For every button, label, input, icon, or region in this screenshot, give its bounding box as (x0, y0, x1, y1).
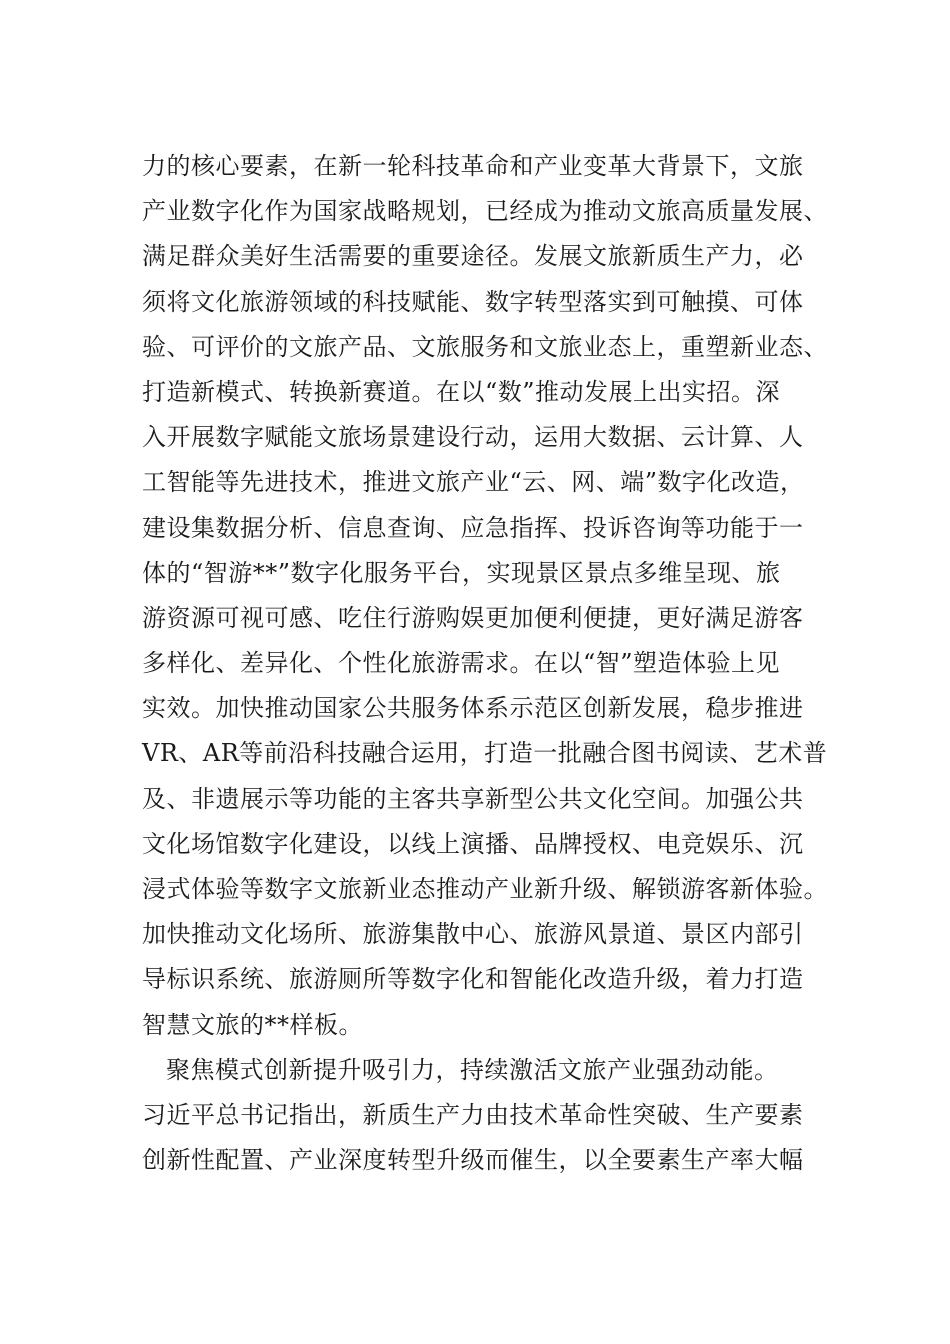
text-line: 产业数字化作为国家战略规划，已经成为推动文旅高质量发展、 (142, 197, 828, 226)
text-line: 验、可评价的文旅产品、文旅服务和文旅业态上，重塑新业态、 (142, 332, 828, 361)
text-line: 创新性配置、产业深度转型升级而催生，以全要素生产率大幅 (142, 1146, 804, 1175)
text-line: 浸式体验等数字文旅新业态推动产业新升级、解锁游客新体验。 (142, 875, 828, 903)
text-line: 建设集数据分析、信息查询、应急指挥、投诉咨询等功能于一 (142, 513, 804, 542)
text-line: 游资源可视可感、吃住行游购娱更加便利便捷，更好满足游客 (142, 603, 804, 632)
text-line: 力的核心要素，在新一轮科技革命和产业变革大背景下，文旅 (142, 152, 804, 180)
text-line: 体的“智游**”数字化服务平台，实现景区景点多维呈现、旅 (142, 558, 781, 587)
text-line: 多样化、差异化、个性化旅游需求。在以“智”塑造体验上见 (142, 649, 781, 678)
text-line: 入开展数字赋能文旅场景建设行动，运用大数据、云计算、人 (142, 423, 804, 452)
text-line: 实效。加快推动国家公共服务体系示范区创新发展，稳步推进 (142, 694, 804, 723)
text-line: 智慧文旅的**样板。 (142, 1010, 363, 1039)
paragraph-start-line: 聚焦模式创新提升吸引力，持续激活文旅产业强劲动能。 (166, 1055, 779, 1084)
text-line: 打造新模式、转换新赛道。在以“数”推动发展上出实招。深 (142, 377, 781, 406)
text-line: 及、非遗展示等功能的主客共享新型公共文化空间。加强公共 (142, 784, 804, 813)
text-line: 加快推动文化场所、旅游集散中心、旅游风景道、景区内部引 (142, 920, 804, 949)
text-line: 文化场馆数字化建设，以线上演播、品牌授权、电竞娱乐、沉 (142, 829, 804, 858)
text-line: 导标识系统、旅游厕所等数字化和智能化改造升级，着力打造 (142, 965, 804, 994)
text-line: 满足群众美好生活需要的重要途径。发展文旅新质生产力，必 (142, 242, 804, 271)
body-text (142, 144, 842, 1183)
text-line: 习近平总书记指出，新质生产力由技术革命性突破、生产要素 (142, 1100, 804, 1129)
text-line: VR、AR等前沿科技融合运用，打造一批融合图书阅读、艺术普 (142, 739, 828, 768)
text-line: 工智能等先进技术，推进文旅产业“云、网、端”数字化改造， (142, 468, 805, 497)
text-line: 须将文化旅游领域的科技赋能、数字转型落实到可触摸、可体 (142, 287, 804, 316)
